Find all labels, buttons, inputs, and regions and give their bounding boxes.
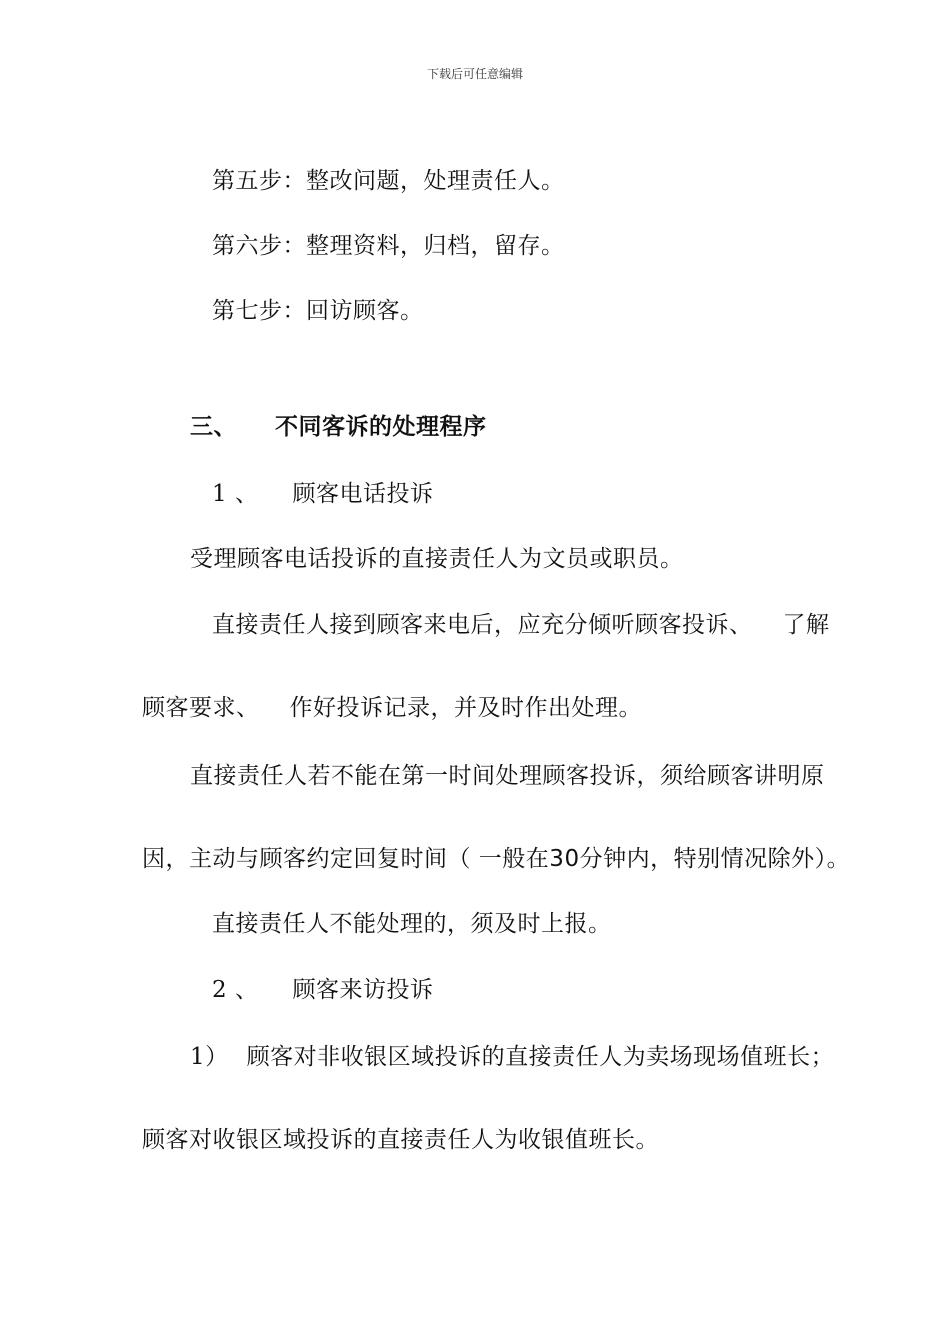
step-5-text: 整改问题，处理责任人。 [306, 168, 565, 194]
step-6-line [212, 231, 565, 261]
paragraph-2-part-4: 作好投诉记录，并及时作出处理。 [289, 695, 642, 721]
paragraph-2-part-3: 顾客要求、 [142, 695, 260, 721]
step-7-text: 回访顾客。 [306, 298, 424, 324]
sub-2-title: 顾客来访投诉 [292, 977, 434, 1003]
step-5-line [212, 166, 565, 196]
page-header: 下载后可任意编辑 [426, 67, 523, 81]
section-3-number: 三、 [190, 414, 237, 440]
paragraph-1: 受理顾客电话投诉的直接责任人为文员或职员。 [190, 546, 684, 572]
sub-2-heading [212, 975, 433, 1005]
item-1-number: 1） [190, 1044, 229, 1070]
item-1-line-2: 顾客对收银区域投诉的直接责任人为收银值班长。 [142, 1127, 659, 1153]
step-7-line [212, 296, 424, 326]
paragraph-3-line-1: 直接责任人若不能在第一时间处理顾客投诉，须给顾客讲明原 [190, 763, 825, 789]
step-6-text: 整理资料，归档，留存。 [306, 233, 565, 259]
paragraph-4: 直接责任人不能处理的，须及时上报。 [212, 911, 612, 937]
paragraph-2-line-1 [212, 610, 830, 640]
item-1-line-1 [190, 1042, 834, 1072]
section-3-title: 不同客诉的处理程序 [275, 414, 487, 440]
item-1-text-a: 顾客对非收银区域投诉的直接责任人为卖场现场值班长； [246, 1044, 835, 1070]
sub-1-heading [212, 479, 433, 509]
sub-1-title: 顾客电话投诉 [292, 481, 434, 507]
paragraph-2-part-1: 直接责任人接到顾客来电后，应充分倾听顾客投诉、 [212, 612, 753, 638]
step-5-label: 第五步： [212, 168, 306, 194]
step-6-label: 第六步： [212, 233, 306, 259]
paragraph-3-line-2: 因，主动与顾客约定回复时间（ 一般在30分钟内，特别情况除外）。 [142, 846, 851, 872]
sub-2-number: 2 、 [212, 977, 259, 1003]
paragraph-2-part-2: 了解 [782, 612, 830, 638]
sub-1-number: 1 、 [212, 481, 259, 507]
section-3-heading [190, 412, 487, 442]
paragraph-2-line-2 [142, 693, 642, 723]
step-7-label: 第七步： [212, 298, 306, 324]
